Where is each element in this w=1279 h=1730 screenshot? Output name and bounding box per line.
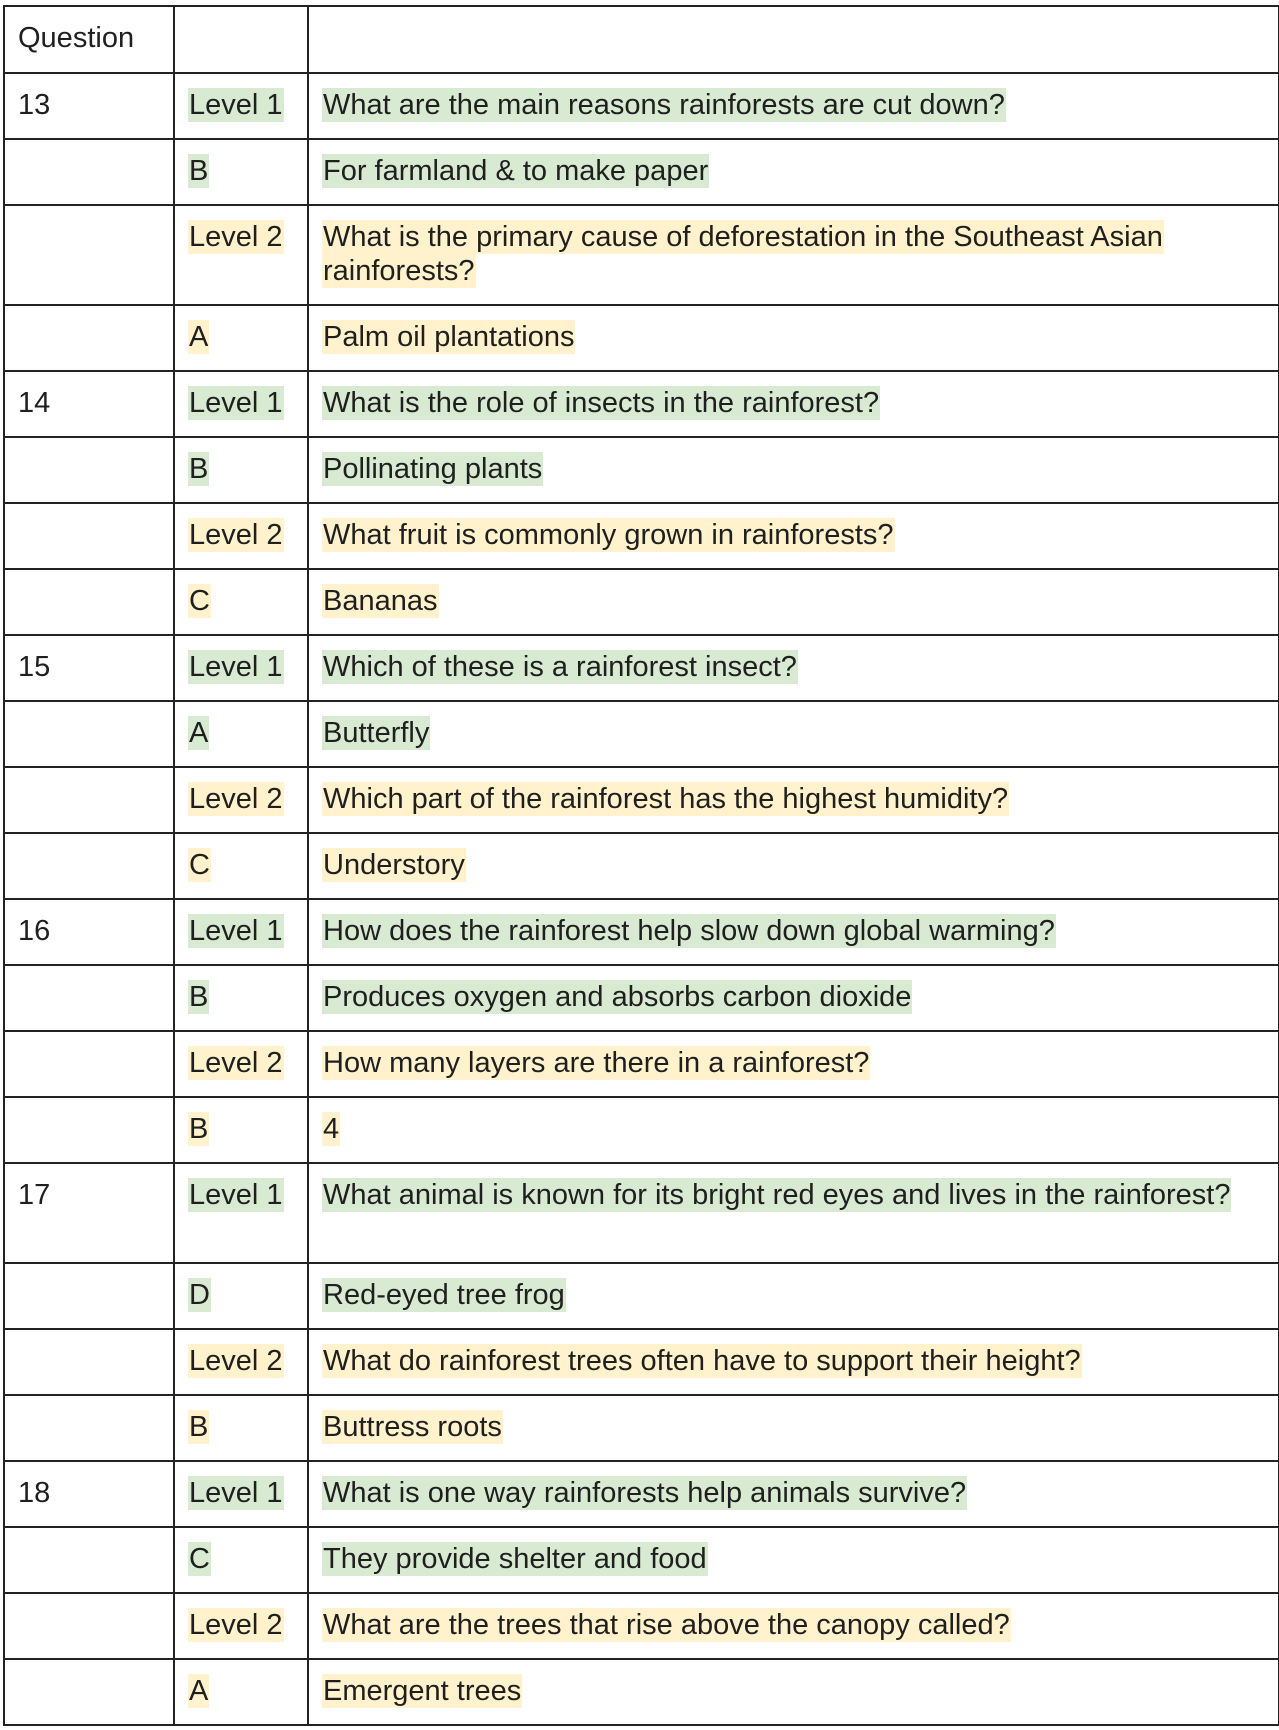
question-number-cell [4,1329,174,1395]
question-text: What fruit is commonly grown in rainforests? [323,519,894,551]
table-row [4,1263,1279,1329]
table-row [4,305,1279,371]
question-text: What animal is known for its bright red eyes and lives in the rainforest? [323,1179,1231,1211]
question-number-cell: 17 [4,1163,174,1263]
level-label: Level 1 [189,1477,283,1509]
header-cell-question: Question [4,6,174,73]
table-row [4,965,1279,1031]
table-row [4,569,1279,635]
quiz-table [3,5,1279,1726]
question-text: Pollinating plants [323,453,543,485]
question-number-cell: 15 [4,635,174,701]
level-label: C [189,1543,210,1575]
question-text: What is the primary cause of deforestation in the Southeast Asian rainforests? [323,221,1163,287]
question-number-cell [4,1593,174,1659]
level-cell [174,1527,308,1593]
table-row [4,503,1279,569]
level-cell [174,767,308,833]
level-label: Level 1 [189,387,283,419]
level-cell [174,1659,308,1725]
table-row [4,1031,1279,1097]
level-cell [174,833,308,899]
question-text-cell [308,139,1279,205]
level-label: Level 1 [189,651,283,683]
question-text: They provide shelter and food [323,1543,707,1575]
level-label: B [189,1113,209,1145]
question-number-cell [4,965,174,1031]
level-cell [174,305,308,371]
question-number-cell: 13 [4,73,174,139]
table-row [4,1097,1279,1163]
table-row [4,701,1279,767]
level-label: Level 2 [189,1609,283,1641]
question-text-cell [308,1031,1279,1097]
question-text: Buttress roots [323,1411,502,1443]
table-header-row [4,6,1279,73]
question-text-cell [308,1593,1279,1659]
level-cell [174,1461,308,1527]
question-text-cell [308,1329,1279,1395]
table-row [4,899,1279,965]
table-row [4,371,1279,437]
level-label: B [189,155,209,187]
question-text-cell [308,1395,1279,1461]
question-number-cell [4,833,174,899]
question-number-cell [4,305,174,371]
question-number-cell [4,1527,174,1593]
level-label: Level 2 [189,221,283,253]
question-text-cell [308,767,1279,833]
level-cell [174,635,308,701]
level-label: A [189,717,209,749]
question-number-cell [4,503,174,569]
level-label: Level 2 [189,1345,283,1377]
table-row [4,139,1279,205]
question-text: Emergent trees [323,1675,522,1707]
level-label: B [189,1411,209,1443]
level-cell [174,899,308,965]
question-number-cell [4,139,174,205]
question-text-cell [308,205,1279,305]
level-label: B [189,453,209,485]
question-text: What are the main reasons rainforests are cut down? [323,89,1005,121]
level-label: A [189,321,209,353]
question-text-cell [308,1527,1279,1593]
level-label: Level 2 [189,1047,283,1079]
level-cell [174,205,308,305]
level-label: Level 1 [189,1179,283,1211]
level-cell [174,1031,308,1097]
question-number-cell: 14 [4,371,174,437]
question-number-cell [4,1031,174,1097]
question-text-cell [308,503,1279,569]
table-row [4,767,1279,833]
question-text: Butterfly [323,717,430,749]
table-row [4,1461,1279,1527]
level-cell [174,1163,308,1263]
level-cell [174,1329,308,1395]
question-text: What is one way rainforests help animals survive? [323,1477,967,1509]
question-text-cell [308,1097,1279,1163]
question-text: What is the role of insects in the rainforest? [323,387,880,419]
question-text-cell [308,965,1279,1031]
table-row [4,833,1279,899]
question-text-cell [308,1263,1279,1329]
question-number-cell [4,1097,174,1163]
level-cell [174,437,308,503]
level-cell [174,503,308,569]
level-cell [174,73,308,139]
question-number-cell [4,569,174,635]
question-number-cell [4,205,174,305]
level-cell [174,701,308,767]
question-number-cell [4,437,174,503]
table-row [4,635,1279,701]
header-cell-text [308,6,1279,73]
question-text: How many layers are there in a rainforest? [323,1047,870,1079]
question-text: Red-eyed tree frog [323,1279,565,1311]
question-number-cell: 18 [4,1461,174,1527]
question-text: For farmland & to make paper [323,155,709,187]
level-label: Level 1 [189,915,283,947]
level-label: C [189,585,210,617]
question-text: Which of these is a rainforest insect? [323,651,797,683]
level-label: C [189,849,210,881]
question-text-cell [308,437,1279,503]
table-row [4,1163,1279,1263]
table-row [4,1395,1279,1461]
question-number-cell [4,1263,174,1329]
question-text-cell [308,899,1279,965]
level-cell [174,1593,308,1659]
level-cell [174,1097,308,1163]
question-text: How does the rainforest help slow down global warming? [323,915,1055,947]
level-label: D [189,1279,210,1311]
question-text-cell [308,371,1279,437]
question-number-cell [4,1659,174,1725]
level-cell [174,965,308,1031]
table-row [4,437,1279,503]
level-cell [174,371,308,437]
question-text: 4 [323,1113,340,1145]
question-number-cell [4,1395,174,1461]
question-text-cell [308,701,1279,767]
level-label: Level 1 [189,89,283,121]
question-text-cell [308,1163,1279,1263]
question-text-cell [308,833,1279,899]
level-cell [174,139,308,205]
question-text: What are the trees that rise above the canopy called? [323,1609,1010,1641]
question-text-cell [308,1659,1279,1725]
question-text: Understory [323,849,465,881]
table-row [4,1329,1279,1395]
question-text: Produces oxygen and absorbs carbon dioxide [323,981,912,1013]
question-text: Bananas [323,585,438,617]
level-cell [174,1395,308,1461]
quiz-table-container [3,5,1279,1726]
level-label: Level 2 [189,783,283,815]
question-text-cell [308,569,1279,635]
question-text-cell [308,305,1279,371]
question-text-cell [308,73,1279,139]
table-row [4,1659,1279,1725]
level-label: A [189,1675,209,1707]
question-number-cell: 16 [4,899,174,965]
table-row [4,1527,1279,1593]
level-label: B [189,981,209,1013]
question-text: What do rainforest trees often have to support their height? [323,1345,1081,1377]
question-number-cell [4,767,174,833]
level-cell [174,1263,308,1329]
table-row [4,205,1279,305]
question-number-cell [4,701,174,767]
question-text-cell [308,635,1279,701]
question-text: Which part of the rainforest has the highest humidity? [323,783,1009,815]
table-row [4,73,1279,139]
question-text-cell [308,1461,1279,1527]
question-text: Palm oil plantations [323,321,575,353]
level-label: Level 2 [189,519,283,551]
header-cell-level [174,6,308,73]
table-row [4,1593,1279,1659]
level-cell [174,569,308,635]
